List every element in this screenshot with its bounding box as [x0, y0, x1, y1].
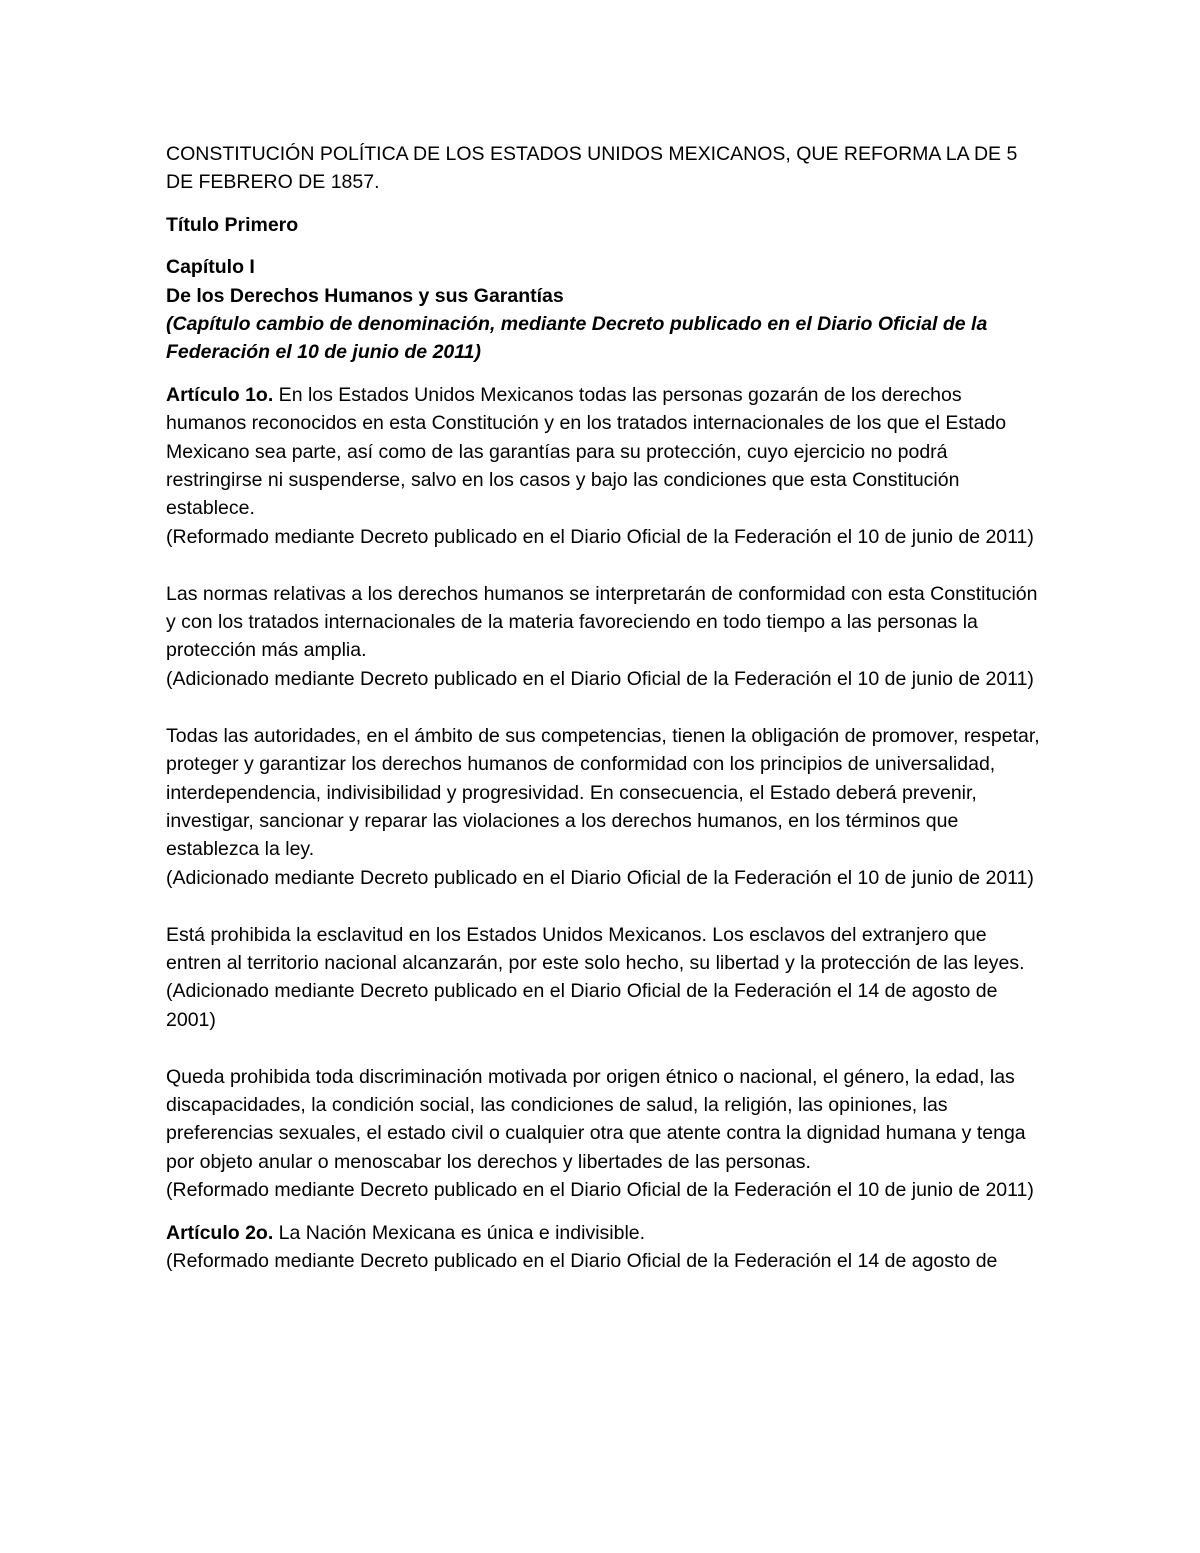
spacer: [166, 892, 1046, 920]
articulo-2-text: [166, 1219, 1046, 1247]
parrafo-2-note: (Adicionado mediante Decreto publicado en el Diario Oficial de la Federación el 10 de junio de 2011): [166, 667, 1034, 690]
titulo-heading: Título Primero: [166, 213, 299, 236]
articulo-2-label: Artículo 2o.: [166, 1221, 274, 1244]
capitulo-note: (Capítulo cambio de denominación, mediante Decreto publicado en el Diario Oficial de la Federación el 10 de junio de 2011): [166, 313, 988, 364]
document-title: CONSTITUCIÓN POLÍTICA DE LOS ESTADOS UNIDOS MEXICANOS, QUE REFORMA LA DE 5 DE FEBRERO DE 1857.: [166, 143, 1018, 194]
capitulo-name: De los Derechos Humanos y sus Garantías: [166, 284, 564, 307]
articulo-1-body: En los Estados Unidos Mexicanos todas las personas gozarán de los derechos humanos reconocidos en esta Constitución y en los tratados internacionales de los que el Estado Mexicano sea parte, así como de las garantías para su protección, cuyo ejercicio no podrá restringirse ni suspenderse, salvo en los casos y bajo las condiciones que esta Constitución establece.: [166, 383, 1007, 520]
spacer: [166, 1205, 1046, 1219]
parrafo-2-text: Las normas relativas a los derechos humanos se interpretarán de conformidad con esta Constitución y con los tratados internacionales de la materia favoreciendo en todo tiempo a las personas la protección más amplia.: [166, 582, 1038, 662]
articulo-2-body: La Nación Mexicana es única e indivisible.: [273, 1221, 646, 1244]
articulo-1-text: [166, 381, 1046, 523]
capitulo-heading: Capítulo I: [166, 256, 255, 279]
articulo-1-label: Artículo 1o.: [166, 383, 274, 406]
spacer: [166, 693, 1046, 721]
parrafo-3-text: Todas las autoridades, en el ámbito de sus competencias, tienen la obligación de promover, respetar, proteger y garantizar los derechos humanos de conformidad con los principios de universalidad, interdependencia, indivisibilidad y progresividad. En consecuencia, el Estado deberá prevenir, investigar, sancionar y reparar las violaciones a los derechos humanos, en los términos que establezca la ley.: [166, 724, 1040, 861]
spacer: [166, 551, 1046, 579]
articulo-2-note: (Reformado mediante Decreto publicado en el Diario Oficial de la Federación el 14 de agosto de: [166, 1249, 998, 1272]
parrafo-4-text: Está prohibida la esclavitud en los Estados Unidos Mexicanos. Los esclavos del extranjero que entren al territorio nacional alcanzarán, por este solo hecho, su libertad y la protección de las leyes.: [166, 923, 1025, 974]
parrafo-5-text: Queda prohibida toda discriminación motivada por origen étnico o nacional, el género, la edad, las discapacidades, la condición social, las condiciones de salud, la religión, las opiniones, las preferencias sexuales, el estado civil o cualquier otra que atente contra la dignidad humana y tenga por objeto anular o menoscabar los derechos y libertades de las personas.: [166, 1065, 1026, 1173]
parrafo-4-note: (Adicionado mediante Decreto publicado en el Diario Oficial de la Federación el 14 de agosto de 2001): [166, 980, 998, 1031]
document-content: [166, 140, 1046, 1275]
articulo-1-note: (Reformado mediante Decreto publicado en el Diario Oficial de la Federación el 10 de junio de 2011): [166, 525, 1034, 548]
spacer: [166, 1034, 1046, 1062]
parrafo-3-note: (Adicionado mediante Decreto publicado en el Diario Oficial de la Federación el 10 de junio de 2011): [166, 866, 1034, 889]
parrafo-5-note: (Reformado mediante Decreto publicado en el Diario Oficial de la Federación el 10 de junio de 2011): [166, 1179, 1034, 1202]
